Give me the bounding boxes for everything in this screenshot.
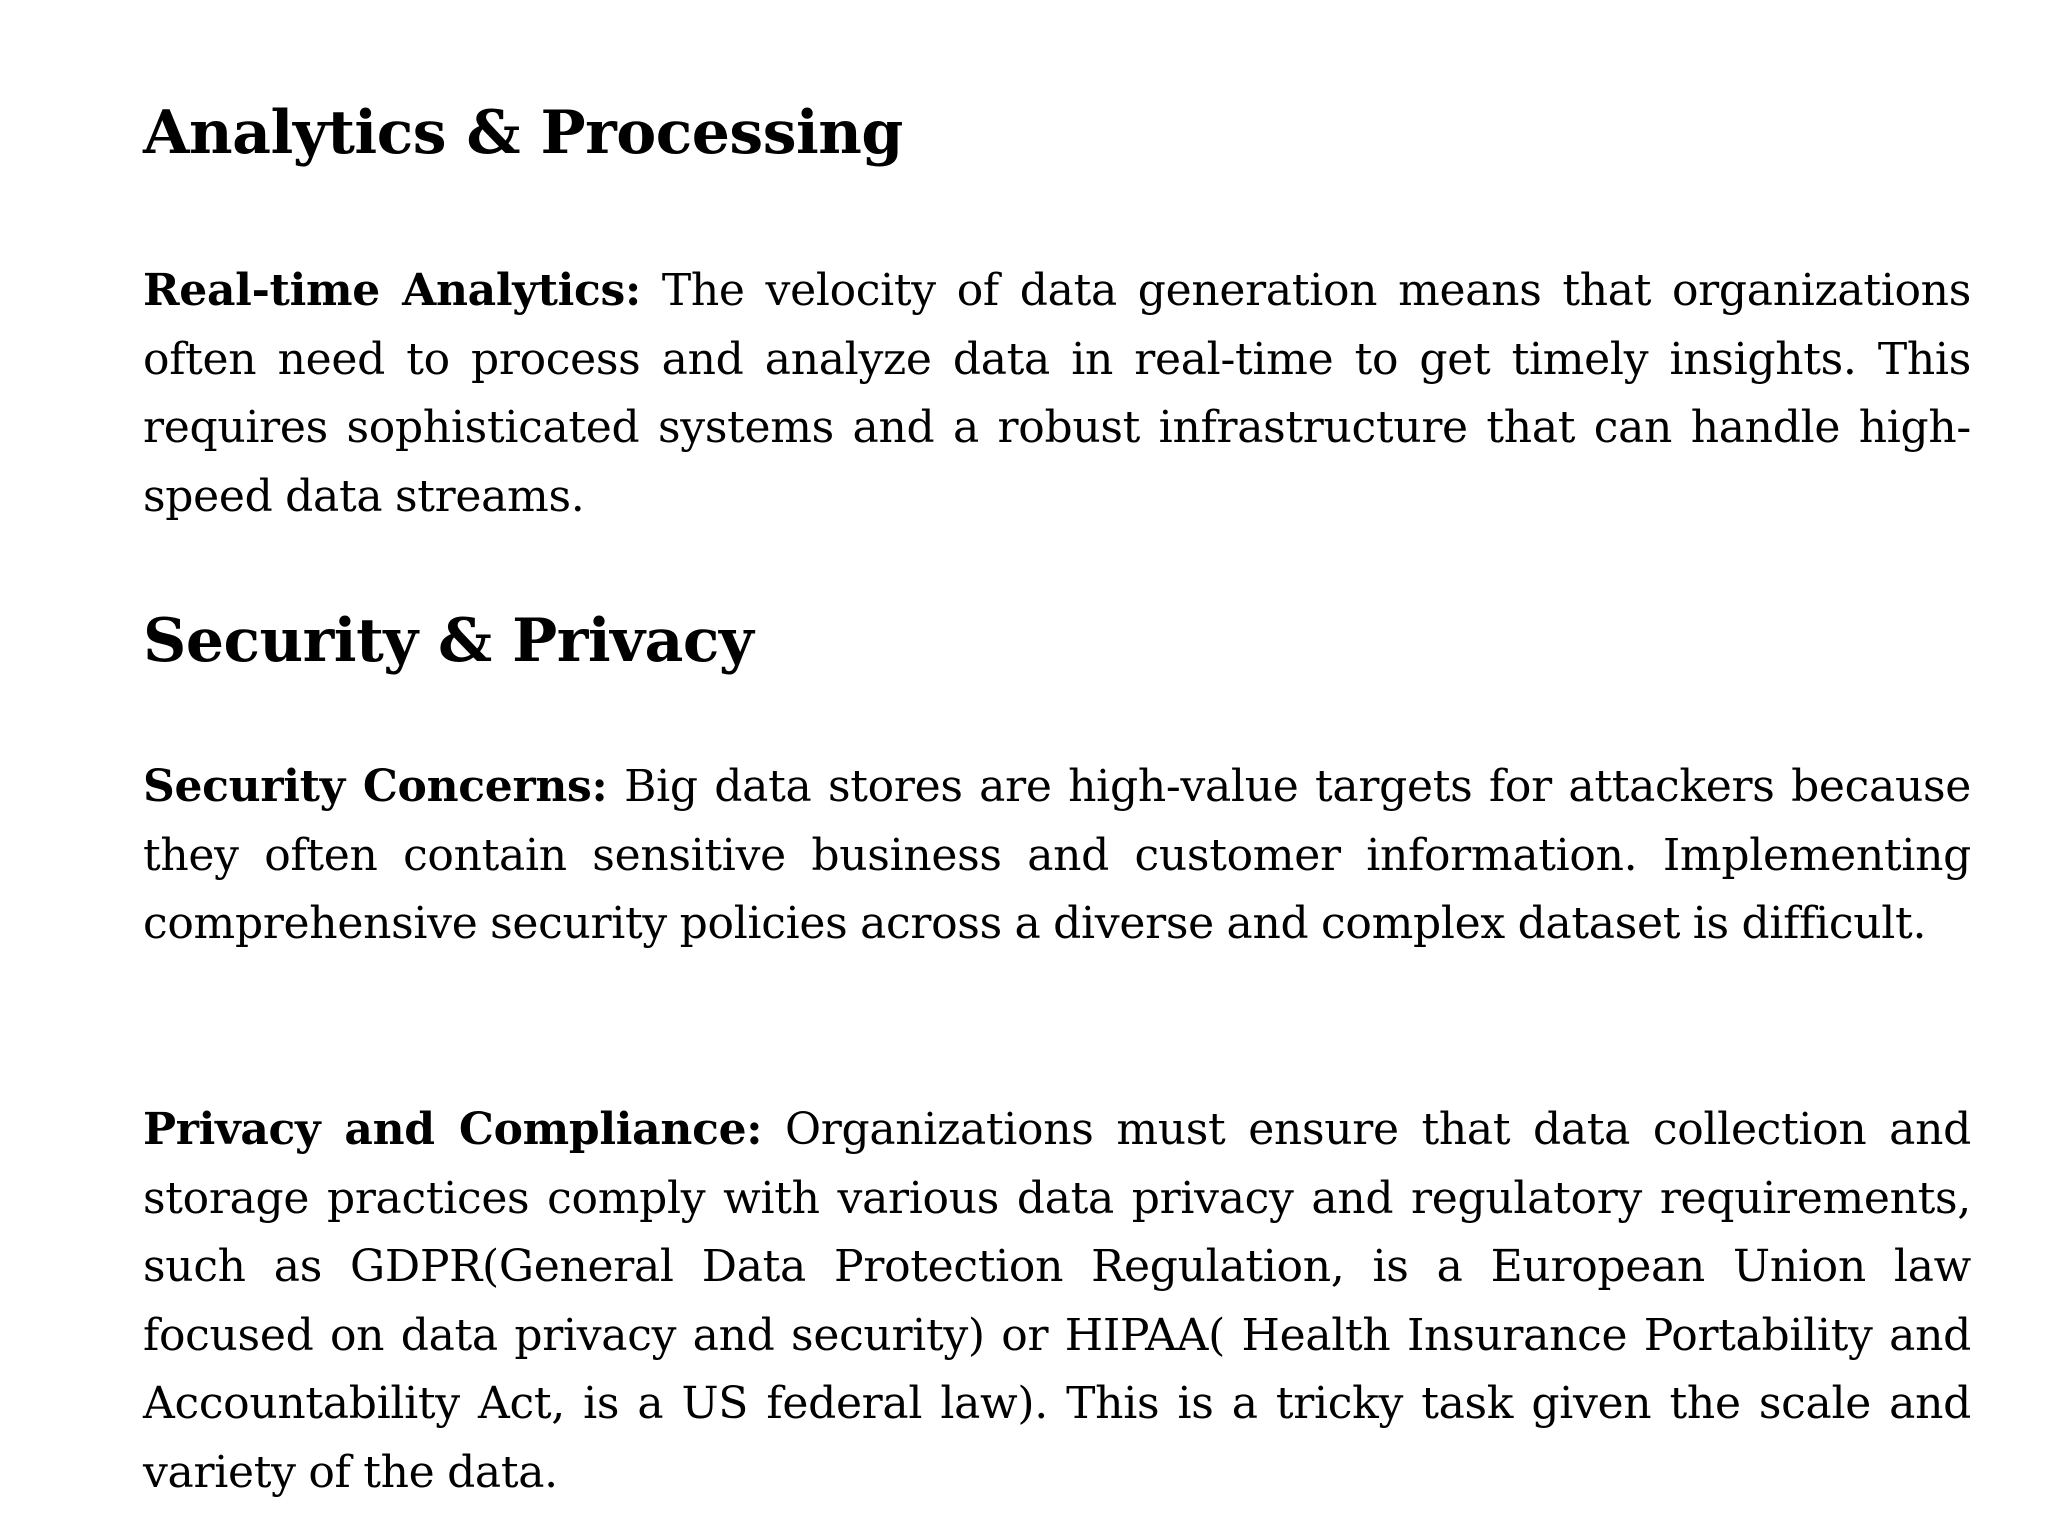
paragraph-privacy-compliance: [143, 1096, 1971, 1507]
term-realtime-analytics: Real-time Analytics:: [143, 265, 641, 316]
term-privacy-compliance: Privacy and Compliance:: [143, 1104, 763, 1155]
section-heading-security-privacy: Security & Privacy: [143, 606, 754, 676]
paragraph-text-realtime-analytics: The velocity of data generation means that organizations often need to process and analyze data in real-time to get timely insights. This requires sophisticated systems and a robust infrastructure that can handle high-speed data streams.: [143, 265, 1971, 522]
paragraph-text-privacy-compliance: Organizations must ensure that data collection and storage practices comply with various data privacy and regulatory requirements, such as GDPR(General Data Protection Regulation, is a European Union law focused on data privacy and security) or HIPAA( Health Insurance Portability and Accountability Act, is a US federal law). This is a tricky task given the scale and variety of the data.: [143, 1104, 1971, 1498]
paragraph-text-security-concerns: Big data stores are high-value targets for attackers because they often contain sensitive business and customer information. Implementing comprehensive security policies across a diverse and complex dataset is difficult.: [143, 761, 1972, 949]
paragraph-security-concerns: [143, 753, 1971, 959]
term-security-concerns: Security Concerns:: [143, 761, 608, 812]
section-heading-analytics-processing: Analytics & Processing: [143, 98, 903, 168]
paragraph-realtime-analytics: [143, 257, 1971, 531]
